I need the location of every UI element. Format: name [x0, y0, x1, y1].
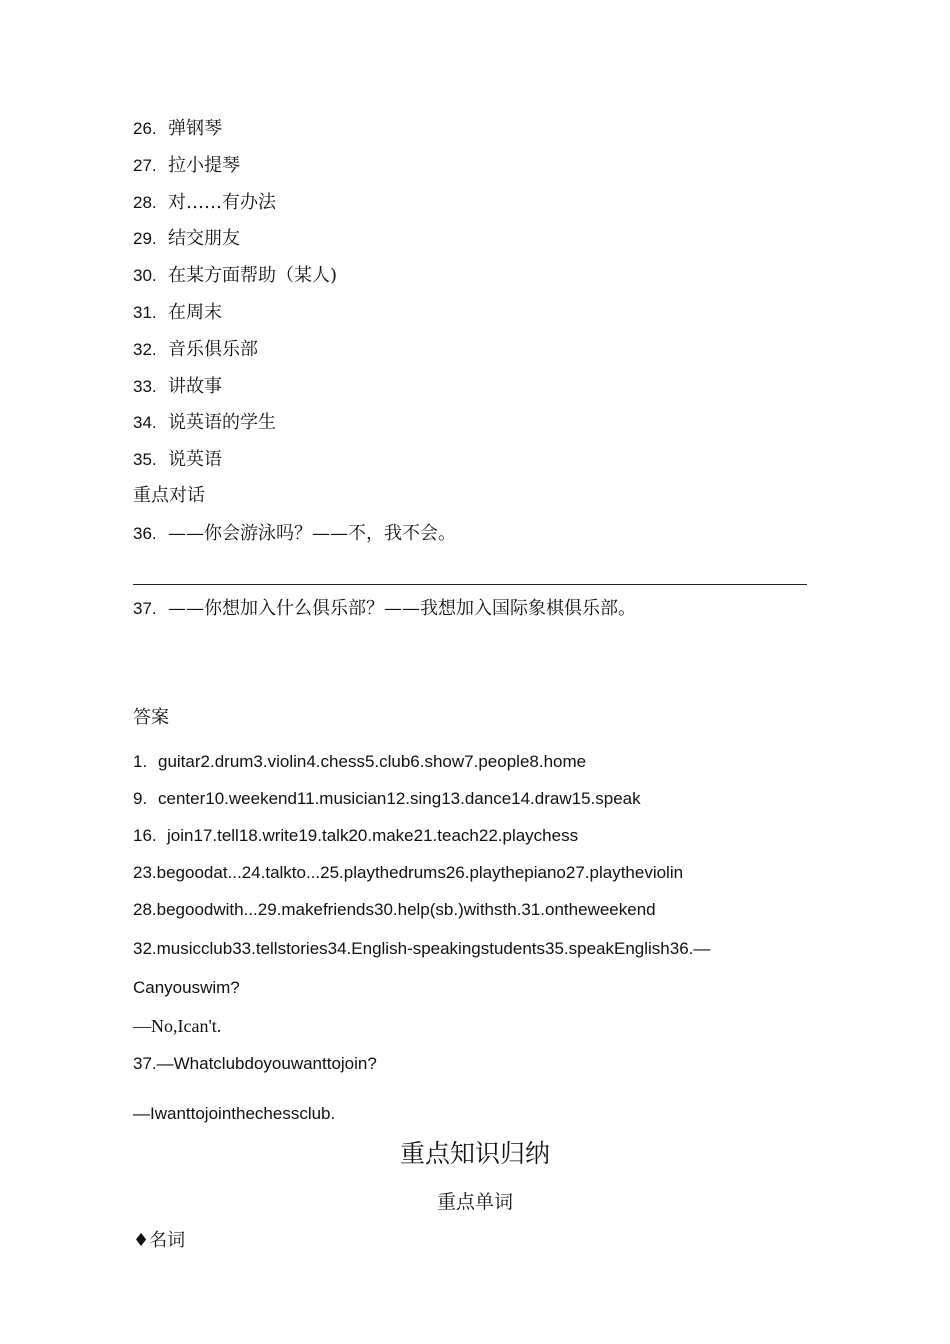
list-item — [133, 154, 240, 177]
item-number: 31. — [133, 303, 157, 322]
item-text: 对……有办法 — [168, 192, 276, 213]
list-item — [133, 338, 258, 361]
item-number: 27. — [133, 156, 157, 175]
answer-line — [133, 787, 641, 810]
answer-line: 28.begoodwith...29.makefriends30.help(sb.)withsth.31.ontheweekend — [133, 900, 656, 919]
item-number: 30. — [133, 266, 157, 285]
item-number: 29. — [133, 229, 157, 248]
answer-line: 32.musicclub33.tellstories34.English-speakingstudents35.speakEnglish36.— — [133, 939, 711, 958]
item-text: 拉小提琴 — [168, 155, 240, 176]
item-number: 35. — [133, 450, 157, 469]
list-item — [133, 448, 222, 471]
item-text: ——你想加入什么俱乐部？——我想加入国际象棋俱乐部。 — [168, 598, 636, 619]
item-number: 28. — [133, 193, 157, 212]
answer-number: 9. — [133, 789, 148, 808]
noun-label: ♦名词 — [133, 1230, 186, 1251]
answer-heading: 答案 — [133, 707, 169, 728]
answer-line — [133, 824, 578, 847]
answer-blank-line — [133, 584, 807, 585]
item-text: 弹钢琴 — [168, 118, 222, 139]
dialog-item — [133, 522, 456, 545]
list-item — [133, 191, 276, 214]
list-item — [133, 301, 222, 324]
list-item — [133, 227, 240, 250]
item-number: 37. — [133, 599, 157, 618]
subsection-title: 重点单词 — [436, 1191, 513, 1213]
answer-text: guitar2.drum3.violin4.chess5.club6.show7.people8.home — [158, 752, 587, 771]
answer-line — [133, 750, 586, 773]
list-item — [133, 264, 337, 287]
item-number: 34. — [133, 413, 157, 432]
item-number: 33. — [133, 377, 157, 396]
list-item — [133, 375, 222, 398]
item-number: 32. — [133, 340, 157, 359]
list-item — [133, 117, 222, 140]
answer-number: 16. — [133, 826, 157, 845]
item-text: 说英语的学生 — [168, 412, 276, 433]
item-number: 26. — [133, 119, 157, 138]
answer-number: 1. — [133, 752, 148, 771]
answer-text: center10.weekend11.musician12.sing13.dance14.draw15.speak — [158, 789, 641, 808]
dialog-heading: 重点对话 — [133, 485, 205, 506]
item-text: 说英语 — [168, 449, 222, 470]
answer-line: —Iwanttojointhechessclub. — [133, 1104, 336, 1123]
answer-text: join17.tell18.write19.talk20.make21.teach22.playchess — [167, 826, 579, 845]
list-item — [133, 411, 276, 434]
item-number: 36. — [133, 524, 157, 543]
answer-line: 37.—Whatclubdoyouwanttojoin? — [133, 1054, 377, 1073]
item-text: 讲故事 — [168, 376, 222, 397]
item-text: 音乐俱乐部 — [168, 339, 258, 360]
answer-line: —No,Ican't. — [133, 1016, 222, 1036]
item-text: ——你会游泳吗？——不，我不会。 — [168, 523, 456, 544]
item-text: 结交朋友 — [168, 228, 240, 249]
item-text: 在周末 — [168, 302, 222, 323]
answer-line: 23.begoodat...24.talkto...25.playthedrums26.playthepiano27.playtheviolin — [133, 863, 684, 882]
answer-line: Canyouswim? — [133, 978, 240, 997]
item-text: 在某方面帮助（某人) — [168, 265, 338, 286]
section-title: 重点知识归纳 — [399, 1139, 550, 1168]
dialog-item — [133, 597, 636, 620]
